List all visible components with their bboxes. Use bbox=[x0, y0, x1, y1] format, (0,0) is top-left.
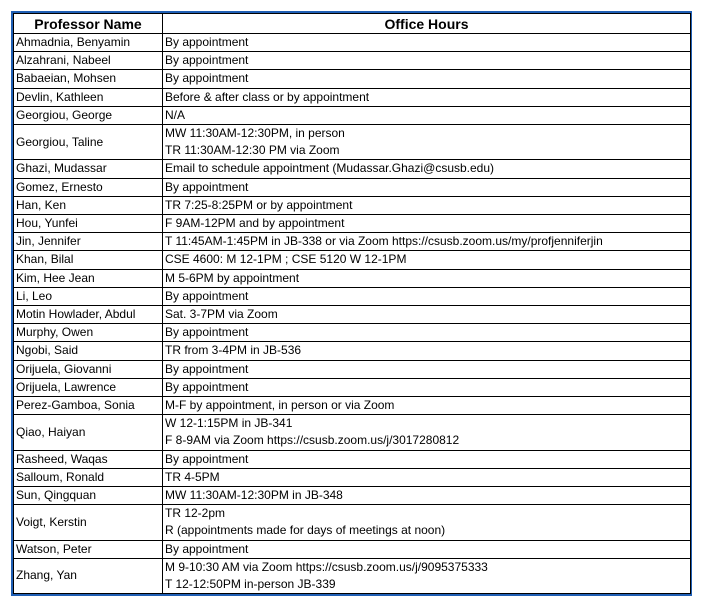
office-hours-cell bbox=[163, 88, 691, 106]
table-row bbox=[14, 125, 691, 160]
office-hours-line: By appointment bbox=[165, 451, 249, 466]
table-row bbox=[14, 88, 691, 106]
office-hours-line: W 12-1:15PM in JB-341 bbox=[165, 416, 293, 431]
professor-name-cell: Georgiou, Taline bbox=[14, 125, 163, 160]
office-hours-line: T 12-12:50PM in-person JB-339 bbox=[165, 577, 336, 592]
office-hours-cell bbox=[163, 306, 691, 324]
table-row bbox=[14, 468, 691, 486]
professor-name-cell: Kim, Hee Jean bbox=[14, 269, 163, 287]
office-hours-line: TR from 3-4PM in JB-536 bbox=[165, 343, 302, 358]
office-hours-cell bbox=[163, 468, 691, 486]
office-hours-cell bbox=[163, 324, 691, 342]
table-row bbox=[14, 106, 691, 124]
office-hours-table-frame bbox=[11, 11, 692, 596]
table-row bbox=[14, 415, 691, 450]
office-hours-line: TR 4-5PM bbox=[165, 469, 220, 484]
table-row bbox=[14, 306, 691, 324]
professor-name-cell: Ngobi, Said bbox=[14, 342, 163, 360]
office-hours-line: M 9-10:30 AM via Zoom https://csusb.zoom.us/j/9095375333 bbox=[165, 559, 488, 574]
office-hours-line: By appointment bbox=[165, 325, 249, 340]
office-hours-cell bbox=[163, 251, 691, 269]
professor-name-cell: Li, Leo bbox=[14, 287, 163, 305]
header-professor-name: Professor Name bbox=[14, 14, 163, 34]
office-hours-cell bbox=[163, 215, 691, 233]
office-hours-line: By appointment bbox=[165, 179, 249, 194]
header-office-hours: Office Hours bbox=[163, 14, 691, 34]
professor-name-cell: Hou, Yunfei bbox=[14, 215, 163, 233]
table-row bbox=[14, 324, 691, 342]
table-row bbox=[14, 450, 691, 468]
professor-name-cell: Gomez, Ernesto bbox=[14, 178, 163, 196]
office-hours-cell bbox=[163, 342, 691, 360]
professor-name-cell: Orijuela, Lawrence bbox=[14, 378, 163, 396]
office-hours-line: By appointment bbox=[165, 379, 249, 394]
professor-name-cell: Alzahrani, Nabeel bbox=[14, 52, 163, 70]
table-body bbox=[14, 34, 691, 594]
table-row bbox=[14, 251, 691, 269]
office-hours-cell bbox=[163, 178, 691, 196]
office-hours-cell bbox=[163, 487, 691, 505]
office-hours-cell bbox=[163, 196, 691, 214]
office-hours-line: M-F by appointment, in person or via Zoom bbox=[165, 398, 395, 413]
office-hours-cell bbox=[163, 70, 691, 88]
office-hours-line: MW 11:30AM-12:30PM in JB-348 bbox=[165, 488, 343, 503]
table-row bbox=[14, 360, 691, 378]
office-hours-line: F 9AM-12PM and by appointment bbox=[165, 216, 345, 231]
office-hours-line: CSE 4600: M 12-1PM ; CSE 5120 W 12-1PM bbox=[165, 252, 407, 267]
office-hours-cell bbox=[163, 233, 691, 251]
table-row bbox=[14, 269, 691, 287]
office-hours-line: By appointment bbox=[165, 35, 249, 49]
office-hours-line: By appointment bbox=[165, 71, 249, 86]
table-row bbox=[14, 505, 691, 540]
office-hours-cell bbox=[163, 360, 691, 378]
professor-name-cell: Ahmadnia, Benyamin bbox=[14, 34, 163, 52]
professor-name-cell: Rasheed, Waqas bbox=[14, 450, 163, 468]
professor-name-cell: Ghazi, Mudassar bbox=[14, 160, 163, 178]
professor-name-cell: Georgiou, George bbox=[14, 106, 163, 124]
office-hours-cell bbox=[163, 269, 691, 287]
professor-name-cell: Voigt, Kerstin bbox=[14, 505, 163, 540]
professor-name-cell: Zhang, Yan bbox=[14, 558, 163, 593]
professor-name-cell: Devlin, Kathleen bbox=[14, 88, 163, 106]
office-hours-line: Before & after class or by appointment bbox=[165, 89, 370, 104]
table-row bbox=[14, 52, 691, 70]
office-hours-line: N/A bbox=[165, 107, 186, 122]
office-hours-cell bbox=[163, 52, 691, 70]
table-row bbox=[14, 558, 691, 593]
office-hours-cell bbox=[163, 160, 691, 178]
office-hours-line: By appointment bbox=[165, 53, 249, 68]
table-row bbox=[14, 540, 691, 558]
table-row bbox=[14, 178, 691, 196]
office-hours-cell bbox=[163, 397, 691, 415]
office-hours-table bbox=[13, 13, 691, 594]
office-hours-cell bbox=[163, 415, 691, 450]
office-hours-cell bbox=[163, 106, 691, 124]
office-hours-line: By appointment bbox=[165, 361, 249, 376]
table-row bbox=[14, 34, 691, 52]
office-hours-cell bbox=[163, 125, 691, 160]
professor-name-cell: Han, Ken bbox=[14, 196, 163, 214]
office-hours-line: By appointment bbox=[165, 541, 249, 556]
office-hours-line: Sat. 3-7PM via Zoom bbox=[165, 307, 278, 322]
office-hours-line: TR 7:25-8:25PM or by appointment bbox=[165, 197, 353, 212]
office-hours-cell bbox=[163, 450, 691, 468]
office-hours-line: TR 11:30AM-12:30 PM via Zoom bbox=[165, 143, 340, 158]
table-row bbox=[14, 342, 691, 360]
office-hours-cell bbox=[163, 34, 691, 52]
office-hours-cell bbox=[163, 558, 691, 593]
professor-name-cell: Babaeian, Mohsen bbox=[14, 70, 163, 88]
office-hours-line: M 5-6PM by appointment bbox=[165, 270, 300, 285]
table-row bbox=[14, 378, 691, 396]
table-row bbox=[14, 487, 691, 505]
office-hours-cell bbox=[163, 540, 691, 558]
table-row bbox=[14, 196, 691, 214]
professor-name-cell: Sun, Qingquan bbox=[14, 487, 163, 505]
professor-name-cell: Salloum, Ronald bbox=[14, 468, 163, 486]
office-hours-line: R (appointments made for days of meetings at noon) bbox=[165, 523, 446, 538]
table-row bbox=[14, 287, 691, 305]
table-row bbox=[14, 233, 691, 251]
office-hours-line: Email to schedule appointment (Mudassar.Ghazi@csusb.edu) bbox=[165, 161, 495, 176]
table-row bbox=[14, 215, 691, 233]
professor-name-cell: Perez-Gamboa, Sonia bbox=[14, 397, 163, 415]
table-row bbox=[14, 397, 691, 415]
professor-name-cell: Orijuela, Giovanni bbox=[14, 360, 163, 378]
professor-name-cell: Murphy, Owen bbox=[14, 324, 163, 342]
office-hours-cell bbox=[163, 378, 691, 396]
table-row bbox=[14, 70, 691, 88]
office-hours-line: TR 12-2pm bbox=[165, 506, 226, 521]
office-hours-cell bbox=[163, 505, 691, 540]
professor-name-cell: Jin, Jennifer bbox=[14, 233, 163, 251]
office-hours-line: MW 11:30AM-12:30PM, in person bbox=[165, 126, 345, 141]
professor-name-cell: Motin Howlader, Abdul bbox=[14, 306, 163, 324]
office-hours-line: By appointment bbox=[165, 288, 249, 303]
professor-name-cell: Khan, Bilal bbox=[14, 251, 163, 269]
office-hours-cell bbox=[163, 287, 691, 305]
office-hours-line: F 8-9AM via Zoom https://csusb.zoom.us/j/3017280812 bbox=[165, 433, 460, 448]
office-hours-line: T 11:45AM-1:45PM in JB-338 or via Zoom https://csusb.zoom.us/my/profjenniferjin bbox=[165, 234, 603, 249]
professor-name-cell: Qiao, Haiyan bbox=[14, 415, 163, 450]
table-row bbox=[14, 160, 691, 178]
professor-name-cell: Watson, Peter bbox=[14, 540, 163, 558]
header-row bbox=[14, 14, 691, 34]
